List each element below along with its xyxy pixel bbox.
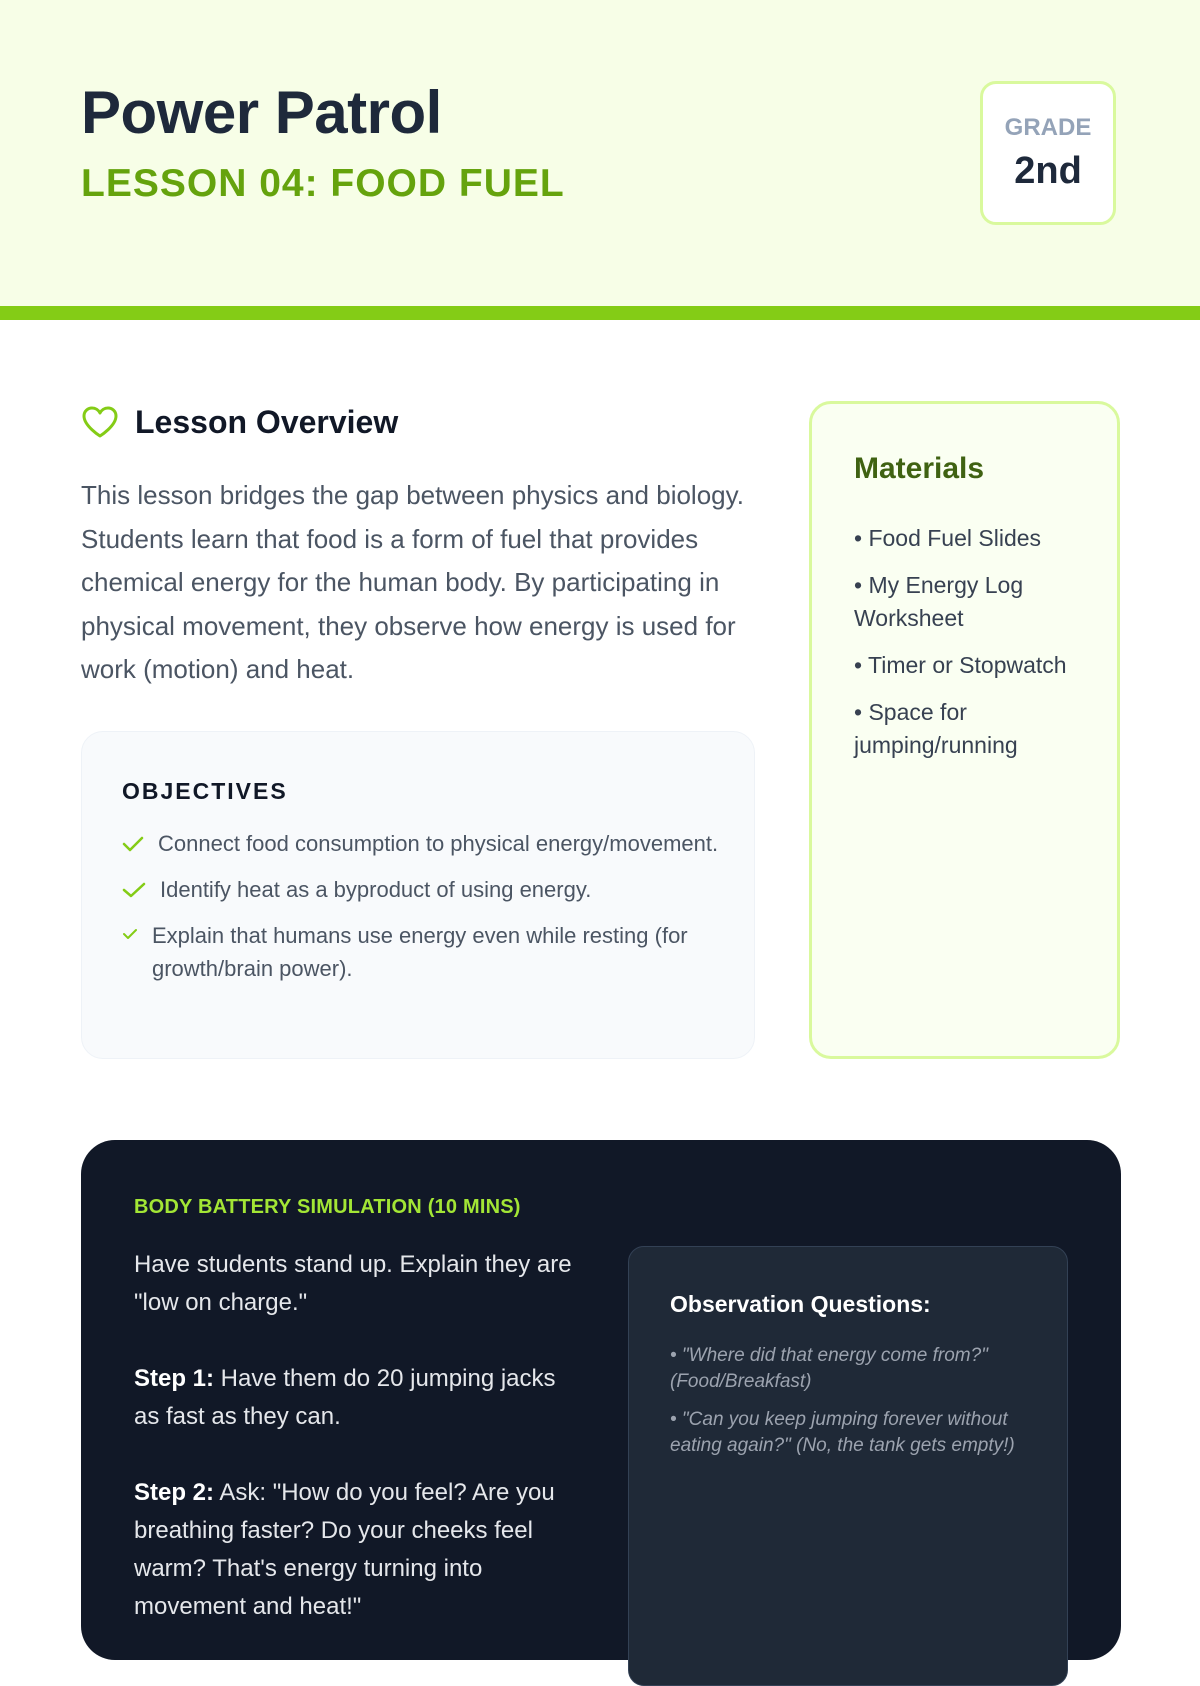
step-2-text: Ask: "How do you feel? Are you breathing faster? Do your cheeks feel warm? That's energy turning into movement and heat!"	[134, 1479, 555, 1620]
observation-item: • "Can you keep jumping forever without eating again?" (No, the tank gets empty!)	[670, 1409, 1015, 1456]
materials-item: • Timer or Stopwatch	[854, 652, 1067, 678]
objectives-title: OBJECTIVES	[122, 778, 288, 804]
heart-icon	[81, 405, 119, 439]
materials-title: Materials	[854, 452, 985, 485]
grade-value: 2nd	[1014, 150, 1082, 192]
grade-label: GRADE	[1004, 114, 1092, 141]
objective-item	[122, 873, 722, 906]
objective-text: Identify heat as a byproduct of using energy.	[160, 877, 592, 902]
check-icon	[122, 927, 138, 946]
observation-card	[628, 1246, 1068, 1686]
step-1-text: Have them do 20 jumping jacks as fast as they can.	[134, 1365, 556, 1430]
lesson-subtitle: LESSON 04: FOOD FUEL	[81, 162, 565, 205]
step-1-label: Step 1:	[134, 1365, 215, 1392]
grade-card	[980, 81, 1116, 225]
objective-text: Connect food consumption to physical energy/movement.	[158, 831, 719, 856]
page-title: Power Patrol	[81, 79, 442, 146]
overview-title: Lesson Overview	[135, 403, 399, 440]
step-2-label: Step 2:	[134, 1479, 215, 1506]
materials-card	[809, 401, 1120, 1059]
check-icon	[122, 835, 144, 858]
objective-item	[122, 827, 722, 860]
materials-item: • My Energy Log Worksheet	[854, 572, 1024, 631]
lesson-header	[0, 0, 1200, 320]
observation-title: Observation Questions:	[670, 1291, 931, 1317]
objectives-list	[122, 827, 722, 998]
objective-item	[122, 919, 722, 985]
check-icon	[122, 881, 146, 904]
observation-item: • "Where did that energy come from?" (Food/Breakfast)	[670, 1345, 988, 1392]
simulation-step-1	[134, 1360, 584, 1436]
materials-item: • Food Fuel Slides	[854, 525, 1042, 551]
overview-heading	[81, 402, 398, 442]
objectives-card	[81, 731, 755, 1059]
objective-text: Explain that humans use energy even while resting (for growth/brain power).	[152, 923, 688, 981]
materials-list	[854, 522, 1094, 776]
observation-list	[670, 1343, 1030, 1471]
simulation-instructions	[134, 1246, 584, 1664]
simulation-title: BODY BATTERY SIMULATION (10 MINS)	[134, 1196, 521, 1218]
simulation-panel	[81, 1140, 1121, 1660]
overview-text: This lesson bridges the gap between physics and biology. Students learn that food is a form of fuel that provides chemical energy for the human body. By participating in physical movement, they observe how energy is used for work (motion) and heat.	[81, 480, 744, 684]
materials-item: • Space for jumping/running	[854, 699, 1018, 758]
simulation-intro: Have students stand up. Explain they are "low on charge."	[134, 1251, 572, 1316]
simulation-step-2	[134, 1474, 584, 1626]
